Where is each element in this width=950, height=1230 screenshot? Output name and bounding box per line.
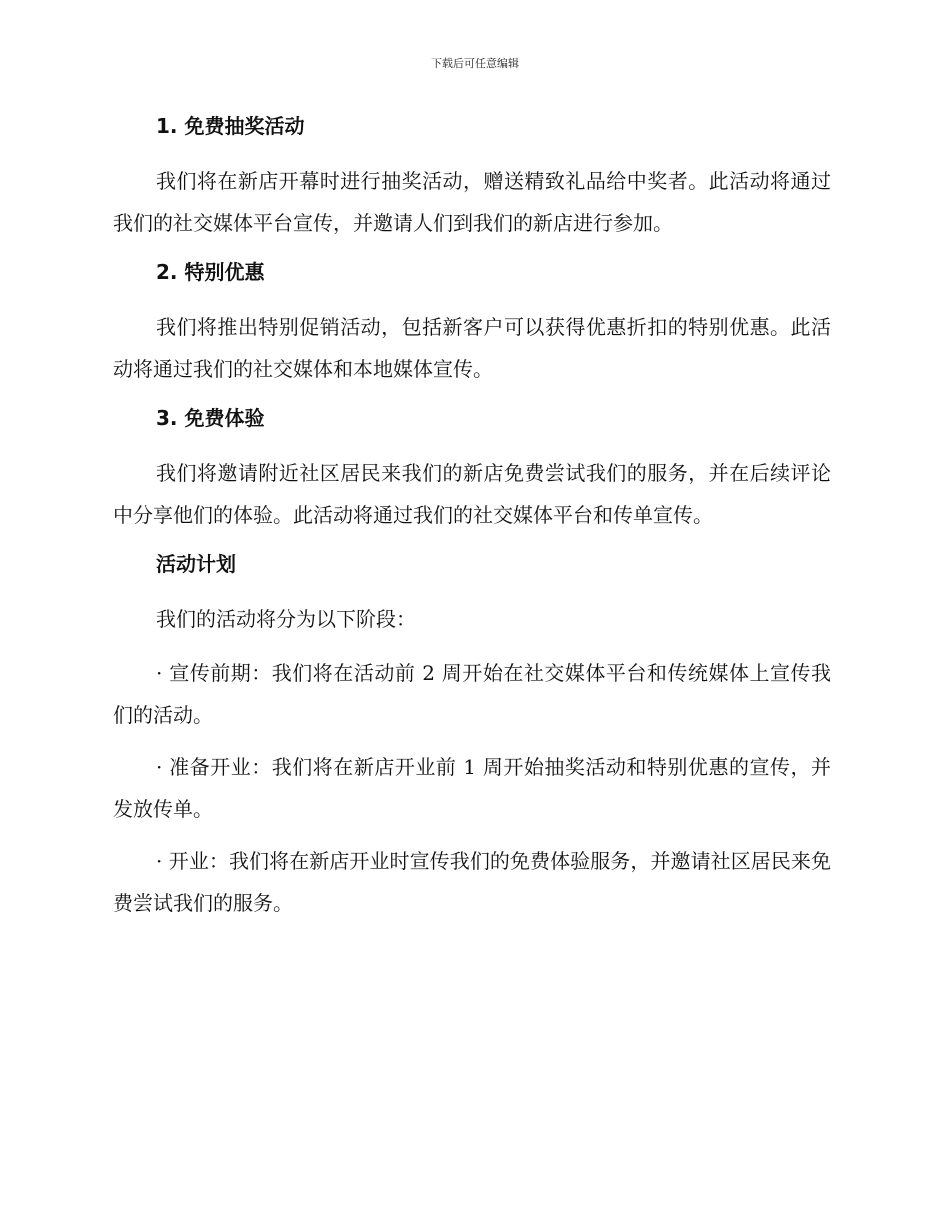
section-heading-lottery: 1. 免费抽奖活动 bbox=[156, 114, 305, 138]
header-note: 下载后可任意编辑 bbox=[431, 57, 519, 70]
plan-heading: 活动计划 bbox=[156, 552, 236, 576]
section-body-special-offer: 我们将推出特别促销活动，包括新客户可以获得优惠折扣的特别优惠。此活动将通过我们的社交媒体和本地媒体宣传。 bbox=[113, 315, 831, 381]
plan-intro: 我们的活动将分为以下阶段： bbox=[156, 607, 416, 631]
section-heading-special-offer: 2. 特别优惠 bbox=[156, 260, 265, 284]
plan-item-promotion: · 宣传前期：我们将在活动前 2 周开始在社交媒体平台和传统媒体上宣传我们的活动。 bbox=[113, 661, 831, 727]
section-body-lottery: 我们将在新店开幕时进行抽奖活动，赠送精致礼品给中奖者。此活动将通过我们的社交媒体平台宣传，并邀请人们到我们的新店进行参加。 bbox=[113, 169, 831, 235]
plan-item-preparation: · 准备开业：我们将在新店开业前 1 周开始抽奖活动和特别优惠的宣传，并发放传单。 bbox=[113, 755, 831, 821]
plan-item-opening: · 开业：我们将在新店开业时宣传我们的免费体验服务，并邀请社区居民来免费尝试我们的服务。 bbox=[113, 849, 831, 915]
section-heading-free-trial: 3. 免费体验 bbox=[156, 406, 265, 430]
section-body-free-trial: 我们将邀请附近社区居民来我们的新店免费尝试我们的服务，并在后续评论中分享他们的体验。此活动将通过我们的社交媒体平台和传单宣传。 bbox=[113, 461, 831, 527]
document-content bbox=[113, 108, 831, 934]
